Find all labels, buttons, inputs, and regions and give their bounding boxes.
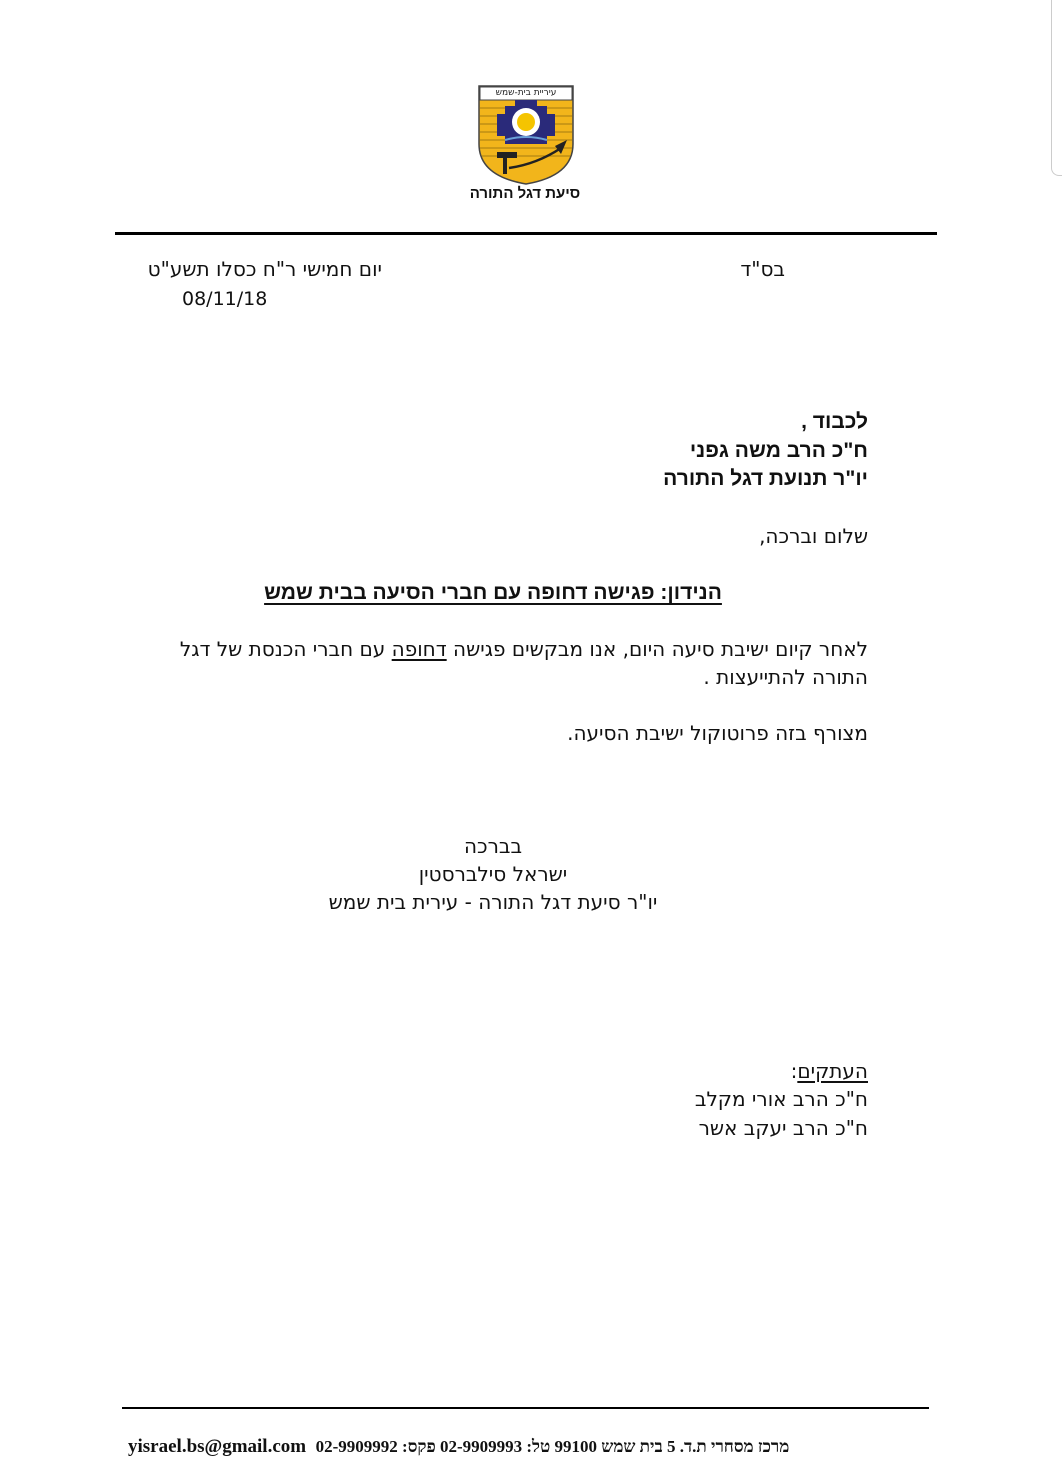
header-divider (115, 232, 937, 235)
bsd-mark: בס"ד (740, 257, 785, 281)
underlined-word: דחופה (391, 637, 447, 661)
signature-title: יו"ר סיעת דגל התורה - עירית בית שמש (328, 890, 658, 914)
body-paragraph-2: מצורף בזה פרוטוקול ישיבת הסיעה. (567, 721, 868, 745)
copies-heading (791, 1059, 868, 1083)
copy-recipient: ח"כ הרב אורי מקלב (694, 1087, 868, 1111)
footer-divider (122, 1407, 929, 1409)
copies-label: העתקים (797, 1059, 868, 1083)
letterhead-caption: סיעת דגל התורה (469, 185, 581, 202)
body-text: עם חברי הכנסת של דגל (179, 637, 392, 661)
signature-closing: בברכה (463, 834, 523, 858)
greeting: שלום וברכה, (759, 524, 868, 548)
copy-recipient: ח"כ הרב יעקב אשר (698, 1116, 868, 1140)
hebrew-date: יום חמישי ר"ח כסלו תשע"ט (147, 257, 382, 281)
footer-email: yisrael.bs@gmail.com (128, 1436, 307, 1457)
scrollbar[interactable] (1051, 0, 1062, 176)
footer-address: מרכז מסחרי ת.ד. 5 בית שמש 99100 טל: 02-9909993 פקס: 02-9909992 (315, 1437, 790, 1456)
signature-name: ישראל סילברסטין (418, 862, 568, 886)
recipient-salutation: לכבוד , (801, 410, 868, 433)
footer (128, 1436, 789, 1458)
crest-text: עיריית בית-שמש (495, 88, 557, 98)
recipient-name: ח"כ הרב משה גפני (689, 439, 868, 462)
body-paragraph-1 (180, 637, 868, 661)
recipient-title: יו"ר תנועת דגל התורה (663, 467, 868, 490)
copies-colon: : (790, 1059, 798, 1083)
subject-line: הנידון: פגישה דחופה עם חברי הסיעה בבית שמש (264, 581, 722, 604)
body-text: לאחר קיום ישיבת סיעה היום, אנו מבקשים פגישה (446, 637, 868, 661)
gregorian-date: 08/11/18 (182, 288, 268, 310)
body-paragraph-1-line-2: התורה להתייעצות . (703, 665, 868, 689)
